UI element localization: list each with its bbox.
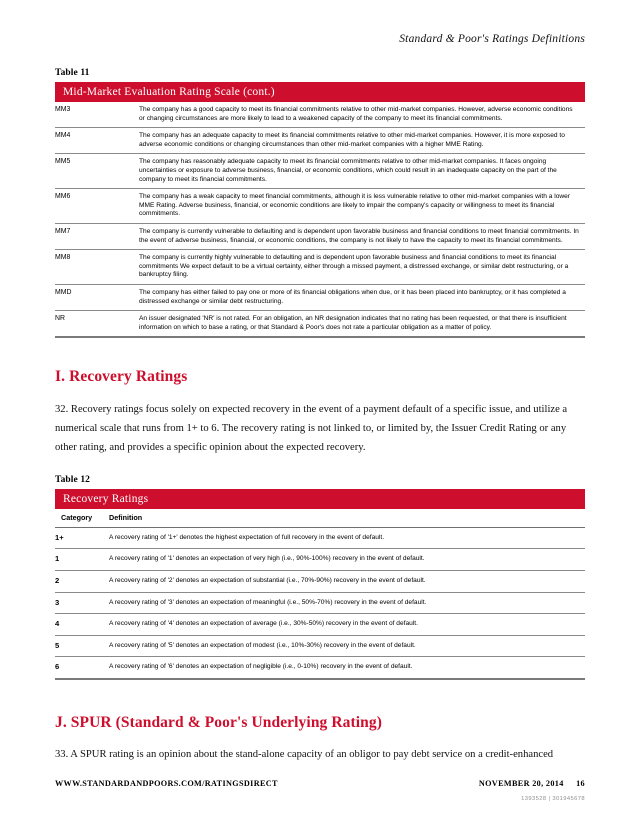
rating-definition: The company has a weak capacity to meet financial commitments, although it is less vulnerable relative to other mid-market companies with a lower MME Rating. Adverse business, financial, or economic conditions are likely to impair the company's capacity or willingness to meet its financial commitments. [139,189,585,224]
recovery-category: 4 [55,614,107,636]
table-row [55,189,585,224]
table-row [55,250,585,285]
footer-right-group [479,779,585,788]
rating-definition: The company is currently vulnerable to defaulting and is dependent upon favorable business and financial conditions to meet financial commitments. In the event of adverse business, financial, or economic conditions, the company is not likely to have the capacity to meet its financial commitments. [139,223,585,249]
table-row [55,128,585,154]
recovery-definition: A recovery rating of '1+' denotes the highest expectation of full recovery in the event of default. [109,533,385,541]
recovery-category: 2 [55,571,107,593]
table-12 [55,509,585,678]
page-content [55,68,585,764]
column-header-category: Category [55,509,107,527]
table-11-block [55,68,585,338]
table-row [55,527,585,549]
table-row [55,571,585,593]
table-row [55,223,585,249]
recovery-category: 5 [55,635,107,657]
paragraph-33: 33. A SPUR rating is an opinion about the stand-alone capacity of an obligor to pay debt service on a credit-enhanced [55,749,554,761]
rating-category: MM5 [55,154,139,189]
rating-category: MM8 [55,250,139,285]
recovery-category: 3 [55,592,107,614]
spacer [55,732,585,745]
table-12-body [55,527,585,678]
recovery-definition: A recovery rating of '4' denotes an expectation of average (i.e., 30%-50%) recovery in the event of default. [107,614,585,636]
rating-category: MM6 [55,189,139,224]
recovery-definition: A recovery rating of '2' denotes an expectation of substantial (i.e., 70%-90%) recovery in the event of default. [107,571,585,593]
rating-category: MM3 [55,106,71,113]
rating-definition: The company is currently highly vulnerable to defaulting and is dependent upon favorable business and financial conditions to meet its financial commitments We expect default to be a virtual certainty, either through a missed payment, a distressed exchange, or similar debt restructuring, or a bankruptcy filing. [139,250,585,285]
spacer [55,386,585,400]
table-12-head [55,509,585,527]
table-11-caption: Table 11 [55,68,90,78]
recovery-definition: A recovery rating of '1' denotes an expectation of very high (i.e., 90%-100%) recovery in the event of default. [107,549,585,571]
rating-definition: The company has reasonably adequate capacity to meet its financial commitments relative to other mid-market companies. It faces ongoing uncertainties or exposure to adverse business, financial, or economic conditions, which could result in an inadequate capacity on the part of the company to meet its financial commitments. [139,154,585,189]
recovery-category: 1 [55,549,107,571]
rating-category: MM7 [55,223,139,249]
rating-category: MMD [55,284,139,310]
table-row [55,284,585,310]
table-header-row [55,509,585,527]
footer-page-number: 16 [576,779,585,788]
recovery-definition: A recovery rating of '5' denotes an expectation of modest (i.e., 10%-30%) recovery in the event of default. [107,635,585,657]
section-heading-recovery-ratings: I. Recovery Ratings [55,368,188,386]
rating-category: NR [55,311,139,337]
page-footer [55,779,585,802]
table-11 [55,102,585,336]
table-11-title-bar: Mid-Market Evaluation Rating Scale (cont.) [55,82,585,102]
table-row [55,614,585,636]
recovery-definition: A recovery rating of '3' denotes an expectation of meaningful (i.e., 50%-70%) recovery in the event of default. [107,592,585,614]
section-heading-spur: J. SPUR (Standard & Poor's Underlying Rating) [55,714,383,732]
footer-website[interactable]: WWW.STANDARDANDPOORS.COM/RATINGSDIRECT [55,779,278,788]
table-row [55,102,585,128]
table-row [55,549,585,571]
running-header-title: Standard & Poor's Ratings Definitions [399,33,585,45]
footer-date: NOVEMBER 20, 2014 [478,779,564,788]
table-12-block [55,475,585,680]
spacer [55,338,585,368]
rating-definition: The company has either failed to pay one or more of its financial obligations when due, or it has been placed into bankruptcy, or it has completed a distressed exchange or similar debt restructuring. [139,284,585,310]
table-row [55,154,585,189]
recovery-category: 6 [55,657,107,678]
rating-category: MM4 [55,128,139,154]
rating-definition: The company has an adequate capacity to meet its financial commitments relative to other mid-market companies. However, it is more exposed to adverse economic conditions or changing circumstances than other mid-market companies with a higher MME Rating. [139,128,585,154]
table-12-title-bar: Recovery Ratings [55,489,585,509]
recovery-category: 1+ [55,532,64,542]
table-11-body [55,102,585,336]
footer-document-id: 1393528 | 301945678 [521,796,585,802]
rating-definition: The company has a good capacity to meet its financial commitments relative to other mid-market companies. However, adverse economic conditions or changing circumstances are more likely to lead to a weakened capacity of the company to meet its financial commitments. [139,106,573,122]
table-row [55,311,585,337]
column-header-definition: Definition [107,509,585,527]
spacer [55,680,585,714]
recovery-definition: A recovery rating of '6' denotes an expectation of negligible (i.e., 0-10%) recovery in the event of default. [107,657,585,678]
footer-line [55,779,585,788]
paragraph-32: 32. Recovery ratings focus solely on expected recovery in the event of a payment default of a specific issue, and utilize a numerical scale that runs from 1+ to 6. The recovery rating is not linked to, or limited by, the Issuer Credit Rating or any other rating, and provides a specific opinion about the expected recovery. [55,404,568,454]
table-row [55,657,585,678]
spacer [55,457,585,475]
table-row [55,592,585,614]
table-row [55,635,585,657]
table-12-caption: Table 12 [55,475,91,486]
rating-definition: An issuer designated 'NR' is not rated. For an obligation, an NR designation indicates that no rating has been requested, or that there is insufficient information on which to base a rating, or that Standard & Poor's does not rate a particular obligation as a matter of policy. [139,311,585,337]
